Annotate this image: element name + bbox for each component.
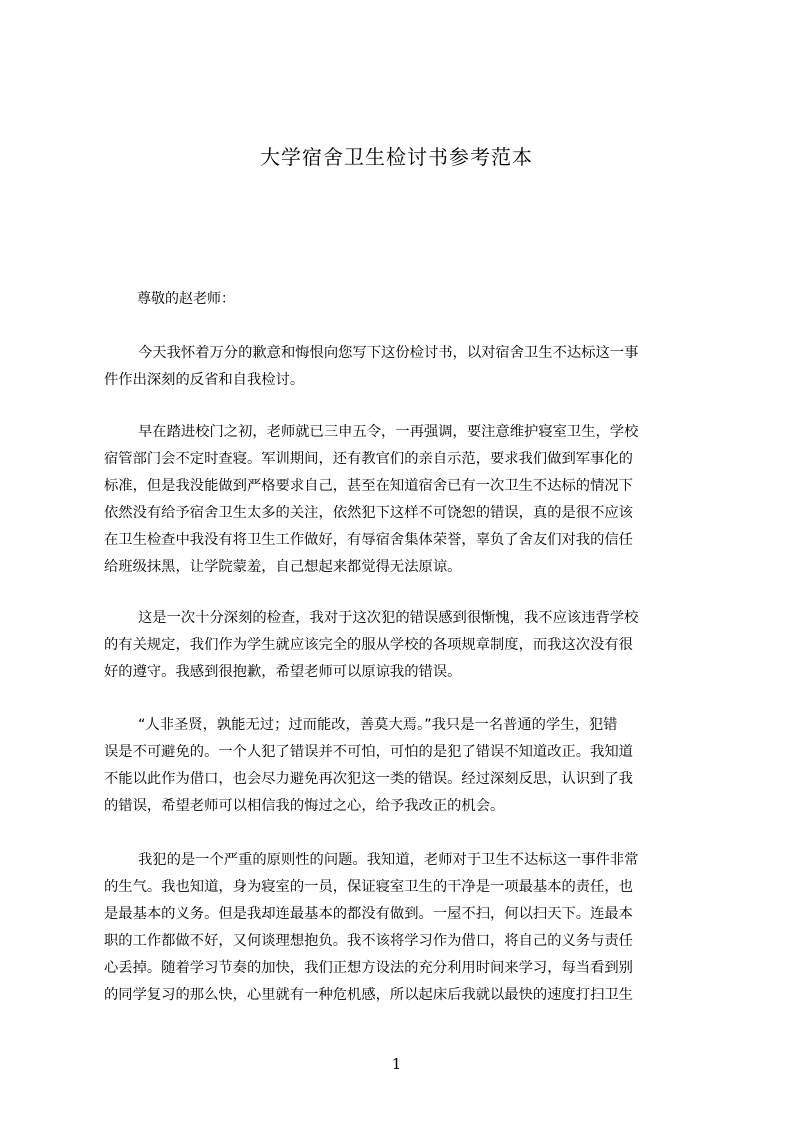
paragraph-1 (104, 340, 702, 394)
paragraph-line: 在卫生检查中我没有将卫生工作做好，有辱宿舍集体荣誉，辜负了舍友们对我的信任 (104, 532, 633, 548)
paragraph-line: 不能以此作为借口，也会尽力避免再次犯这一类的错误。经过深刻反思，认识到了我 (104, 771, 633, 787)
paragraph-line: 今天我怀着万分的歉意和悔恨向您写下这份检讨书，以对宿舍卫生不达标这一事 (138, 345, 639, 361)
paragraph-line: 误是不可避免的。一个人犯了错误并不可怕，可怕的是犯了错误不知道改正。我知道 (104, 744, 633, 760)
paragraph-line: 给班级抹黑，让学院蒙羞，自己想起来都觉得无法原谅。 (104, 559, 462, 575)
paragraph-line: 我犯的是一个严重的原则性的问题。我知道，老师对于卫生不达标这一事件非常 (138, 852, 639, 868)
paragraph-line: 心丢掉。随着学习节奏的加快，我们正想方设法的充分利用时间来学习，每当看到别 (104, 960, 633, 976)
greeting-line: 尊敬的赵老师： (137, 291, 235, 307)
paragraph-5 (104, 847, 702, 1009)
paragraph-line: 宿管部门会不定时查寝。军训期间，还有教官们的亲自示范，要求我们做到军事化的 (104, 451, 633, 467)
paragraph-line: 早在踏进校门之初，老师就已三申五令，一再强调，要注意维护寝室卫生，学校 (138, 424, 639, 440)
paragraph-line: 依然没有给予宿舍卫生太多的关注，依然犯下这样不可饶恕的错误，真的是很不应该 (104, 505, 633, 521)
paragraph-line: 件作出深刻的反省和自我检讨。 (104, 372, 305, 388)
paragraph-line: 这是一次十分深刻的检查，我对于这次犯的错误感到很惭愧，我不应该违背学校 (138, 610, 639, 626)
paragraph-3 (104, 605, 702, 686)
paragraph-line: 职的工作都做不好，又何谈理想抱负。我不该将学习作为借口，将自己的义务与责任 (104, 933, 633, 949)
paragraph-line: 的错误，希望老师可以相信我的悔过之心，给予我改正的机会。 (104, 798, 505, 814)
paragraph-line: “人非圣贤，孰能无过；过而能改，善莫大焉。”我只是一名普通的学生，犯错 (138, 717, 618, 733)
paragraph-line: 是最基本的义务。但是我却连最基本的都没有做到。一屋不扫，何以扫天下。连最本 (104, 906, 633, 922)
paragraph-line: 的同学复习的那么快，心里就有一种危机感，所以起床后我就以最快的速度打扫卫生 (104, 987, 633, 1003)
paragraph-2 (104, 419, 702, 581)
paragraph-line: 的有关规定，我们作为学生就应该完全的服从学校的各项规章制度，而我这次没有很 (104, 637, 633, 653)
paragraph-line: 的生气。我也知道，身为寝室的一员，保证寝室卫生的干净是一项最基本的责任，也 (104, 879, 633, 895)
document-title: 大学宿舍卫生检讨书参考范本 (260, 145, 533, 169)
paragraph-line: 标准，但是我没能做到严格要求自己，甚至在知道宿舍已有一次卫生不达标的情况下 (104, 478, 633, 494)
paragraph-4 (104, 712, 702, 820)
page-number: 1 (391, 1055, 402, 1073)
paragraph-line: 好的遵守。我感到很抱歉，希望老师可以原谅我的错误。 (104, 664, 462, 680)
